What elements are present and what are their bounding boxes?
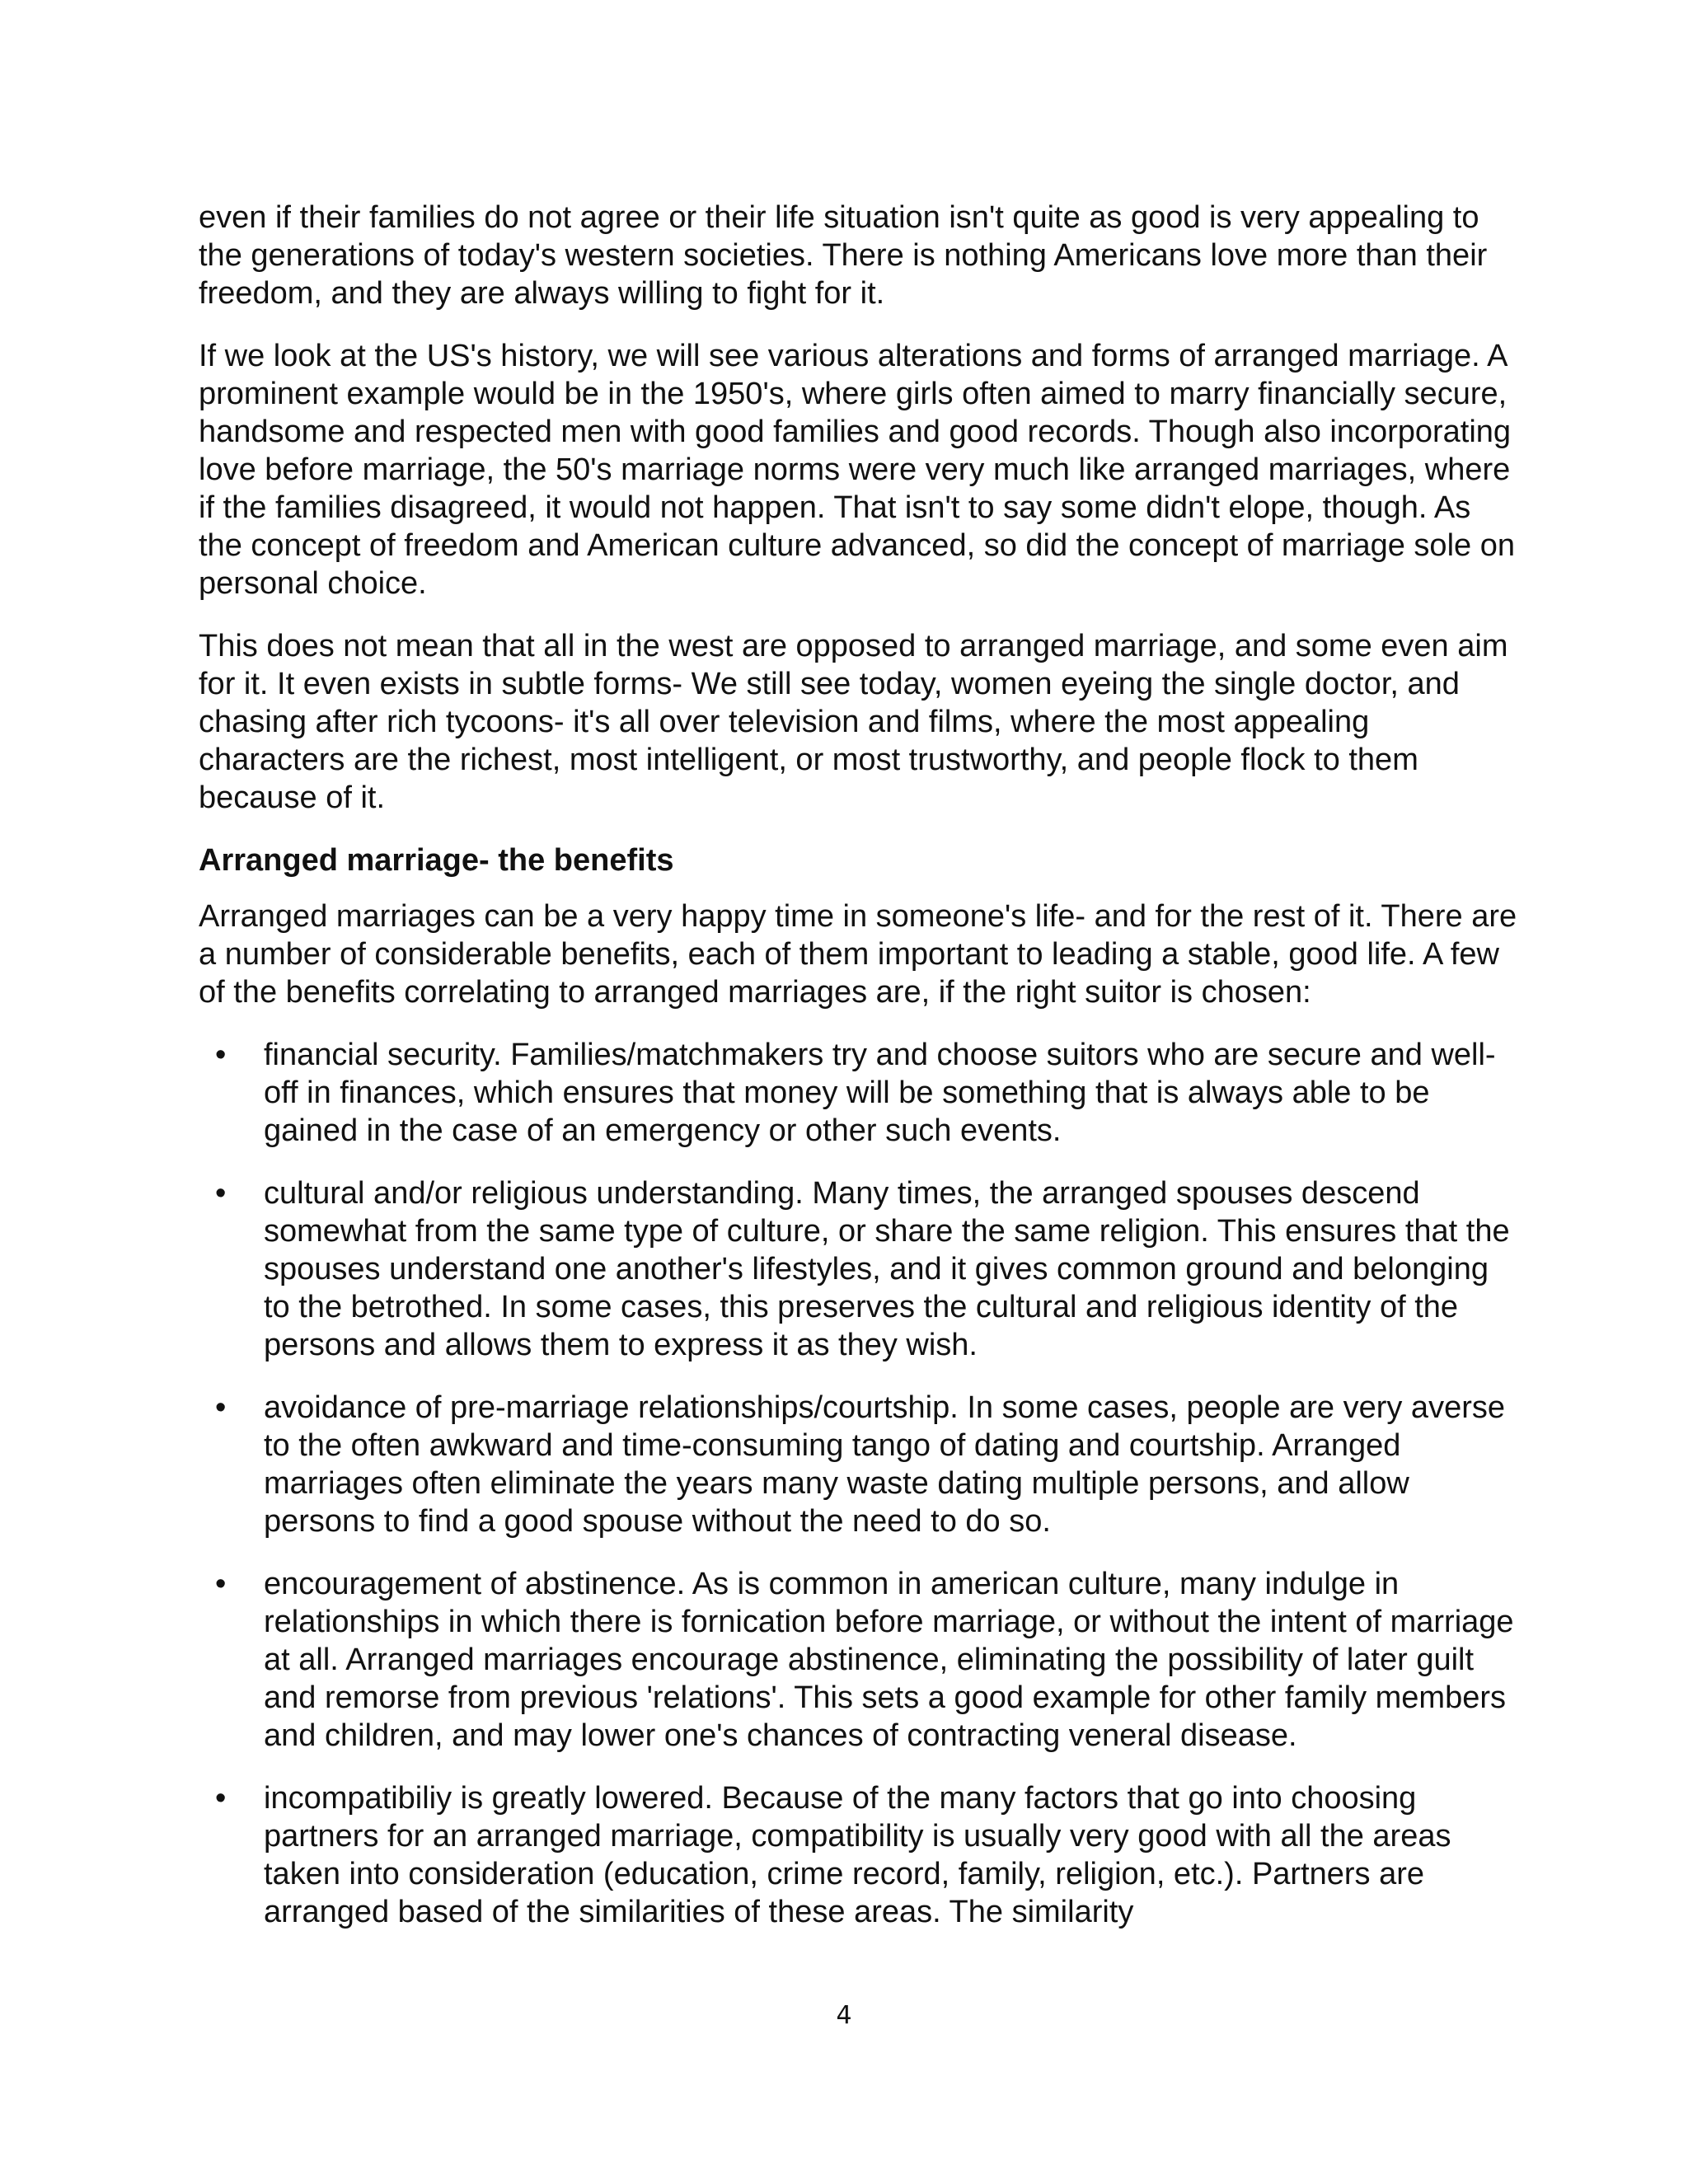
bullet-icon: • [215,1781,227,1816]
bullet-icon: • [215,1567,227,1601]
list-item-text: avoidance of pre-marriage relationships/courtship. In some cases, people are very averse to the often awkward and time-consuming tango of dating and courtship. Arranged marriages often eliminate the years many waste dating multiple persons, and allow persons to find a good spouse without the need to do so. [264,1390,1505,1539]
list-item [199,1174,1517,1364]
section-heading: Arranged marriage- the benefits [199,843,674,878]
bullet-icon: • [215,1390,227,1425]
page-number: 4 [836,2001,852,2030]
benefits-list [199,1036,1517,1931]
list-item-text: encouragement of abstinence. As is common in american culture, many indulge in relationships in which there is fornication before marriage, or without the intent of marriage at all. Arranged marriages encourage abstinence, eliminating the possibility of later guilt and remorse from previous 'relations'. This sets a good example for other family members and children, and may lower one's chances of contracting veneral disease. [264,1567,1514,1753]
list-item [199,1036,1517,1150]
body-text [199,199,1517,1956]
list-item [199,1565,1517,1755]
bullet-icon: • [215,1176,227,1211]
bullet-icon: • [215,1038,227,1072]
list-item-text: incompatibiliy is greatly lowered. Because of the many factors that go into choosing partners for an arranged marriage, compatibility is usually very good with all the areas taken into consideration (education, crime record, family, religion, etc.). Partners are arranged based of the similarities of these areas. The similarity [264,1781,1451,1929]
paragraph: even if their families do not agree or their life situation isn't quite as good is very appealing to the generations of today's western societies. There is nothing Americans love more than their freedom, and they are always willing to fight for it. [199,200,1488,311]
paragraph: This does not mean that all in the west are opposed to arranged marriage, and some even aim for it. It even exists in subtle forms- We still see today, women eyeing the single doctor, and chasing after rich tycoons- it's all over television and films, where the most appealing characters are the richest, most intelligent, or most trustworthy, and people flock to them because of it. [199,629,1508,815]
paragraph: If we look at the US's history, we will see various alterations and forms of arranged marriage. A prominent example would be in the 1950's, where girls often aimed to marry financially secure, handsome and respected men with good families and good records. Though also incorporating love before marriage, the 50's marriage norms were very much like arranged marriages, where if the families disagreed, it would not happen. That isn't to say some didn't elope, though. As the concept of freedom and American culture advanced, so did the concept of marriage sole on personal choice. [199,339,1515,601]
list-item-text: financial security. Families/matchmakers try and choose suitors who are secure and well-off in finances, which ensures that money will be something that is always able to be gained in the case of an emergency or other such events. [264,1038,1496,1148]
section-intro: Arranged marriages can be a very happy time in someone's life- and for the rest of it. There are a number of considerable benefits, each of them important to leading a stable, good life. A few of the benefits correlating to arranged marriages are, if the right suitor is chosen: [199,899,1517,1010]
list-item-text: cultural and/or religious understanding. Many times, the arranged spouses descend somewhat from the same type of culture, or share the same religion. This ensures that the spouses understand one another's lifestyles, and it gives common ground and belonging to the betrothed. In some cases, this preserves the cultural and religious identity of the persons and allows them to express it as they wish. [264,1176,1510,1362]
list-item [199,1779,1517,1931]
list-item [199,1389,1517,1540]
